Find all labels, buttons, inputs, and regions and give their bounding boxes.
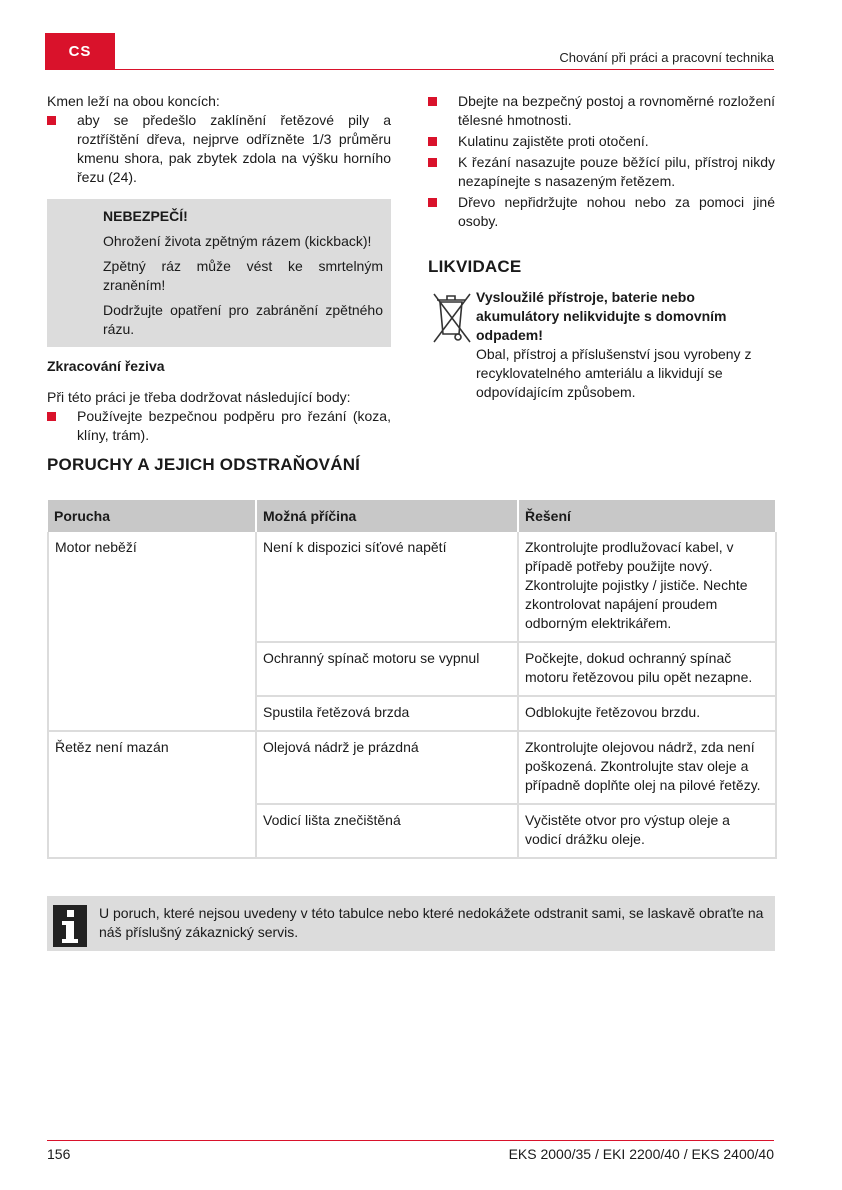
column-header: Možná příčina	[256, 500, 518, 532]
solution-cell: Vyčistěte otvor pro výstup oleje a vodicí drážku oleje.	[518, 804, 776, 858]
crossed-bin-icon	[428, 288, 476, 348]
bullet-list-right	[428, 92, 775, 231]
intro-text: Kmen leží na obou koncích:	[47, 93, 220, 109]
footer-rule	[47, 1140, 774, 1141]
intro-text-2: Při této práci je třeba dodržovat následující body:	[47, 389, 351, 405]
info-text: U poruch, které nejsou uvedeny v této tabulce nebo které nedokážete odstranit sami, se laskavě obraťte na náš příslušný zákaznický servis.	[99, 905, 764, 940]
language-tab: CS	[45, 33, 115, 70]
cause-cell: Vodicí lišta znečištěná	[256, 804, 518, 858]
danger-line: Dodržujte opatření pro zabránění zpětného rázu.	[103, 302, 383, 337]
solution-cell: Zkontrolujte olejovou nádrž, zda není poškozená. Zkontrolujte stav oleje a případně doplňte olej na pilové řetězy.	[518, 731, 776, 804]
cause-cell: Olejová nádrž je prázdná	[256, 731, 518, 804]
bullet-list	[47, 111, 391, 187]
list-item: Kulatinu zajistěte proti otočení.	[428, 132, 775, 151]
troubleshooting-heading: PORUCHY A JEJICH ODSTRAŇOVÁNÍ	[47, 455, 361, 474]
troubleshooting-table	[47, 500, 777, 859]
section-title: Chování při práci a pracovní technika	[559, 50, 774, 65]
list-item: Používejte bezpečnou podpěru pro řezání (koza, klíny, trám).	[47, 407, 391, 445]
disposal-warning: Vysloužilé přístroje, baterie nebo akumulátory nelikvidujte s domovním odpadem!	[476, 289, 727, 343]
table-row	[48, 532, 776, 642]
model-numbers: EKS 2000/35 / EKI 2200/40 / EKS 2400/40	[508, 1146, 774, 1162]
column-header: Porucha	[48, 500, 256, 532]
disposal-block	[428, 288, 775, 402]
solution-cell: Počkejte, dokud ochranný spínač motoru řetězovou pilu opět nezapne.	[518, 642, 776, 696]
list-item: K řezání nasazujte pouze běžící pilu, přístroj nikdy nezapínejte s nasazeným řetězem.	[428, 153, 775, 191]
info-note-box	[47, 896, 775, 951]
danger-line: Zpětný ráz může vést ke smrtelným zraněním!	[103, 258, 383, 293]
info-icon	[53, 905, 87, 947]
right-column	[428, 92, 775, 402]
column-header: Řešení	[518, 500, 776, 532]
disposal-heading: LIKVIDACE	[428, 257, 522, 276]
solution-cell: Zkontrolujte prodlužovací kabel, v případě potřeby použijte nový. Zkontrolujte pojistky / jističe. Nechte zkontrolovat napájení proudem odborným elektrikářem.	[518, 532, 776, 642]
fault-cell: Motor neběží	[48, 532, 256, 731]
danger-title: NEBEZPEČÍ!	[103, 208, 188, 224]
disposal-info: Obal, přístroj a příslušenství jsou vyrobeny z recyklovatelného amteriálu a likvidují se odpovídajícím způsobem.	[476, 346, 752, 400]
cause-cell: Spustila řetězová brzda	[256, 696, 518, 731]
table-row	[48, 731, 776, 804]
fault-cell: Řetěz není mazán	[48, 731, 256, 858]
danger-line: Ohrožení života zpětným rázem (kickback)!	[103, 233, 372, 249]
header-rule	[115, 69, 774, 70]
list-item: Dbejte na bezpečný postoj a rovnoměrné rozložení tělesné hmotnosti.	[428, 92, 775, 130]
danger-warning-box	[47, 199, 391, 347]
page-number: 156	[47, 1146, 71, 1162]
disposal-text	[476, 288, 775, 402]
table-header-row	[48, 500, 776, 532]
subheading: Zkracování řeziva	[47, 358, 165, 374]
cause-cell: Není k dispozici síťové napětí	[256, 532, 518, 642]
list-item: Dřevo nepřidržujte nohou nebo za pomoci jiné osoby.	[428, 193, 775, 231]
left-column	[47, 92, 391, 445]
bullet-list-2	[47, 407, 391, 445]
list-item: aby se předešlo zaklínění řetězové pily a roztříštění dřeva, nejprve odřízněte 1/3 průměru kmenu shora, pak zbytek zdola na výšku horního řezu (24).	[47, 111, 391, 187]
solution-cell: Odblokujte řetězovou brzdu.	[518, 696, 776, 731]
cause-cell: Ochranný spínač motoru se vypnul	[256, 642, 518, 696]
